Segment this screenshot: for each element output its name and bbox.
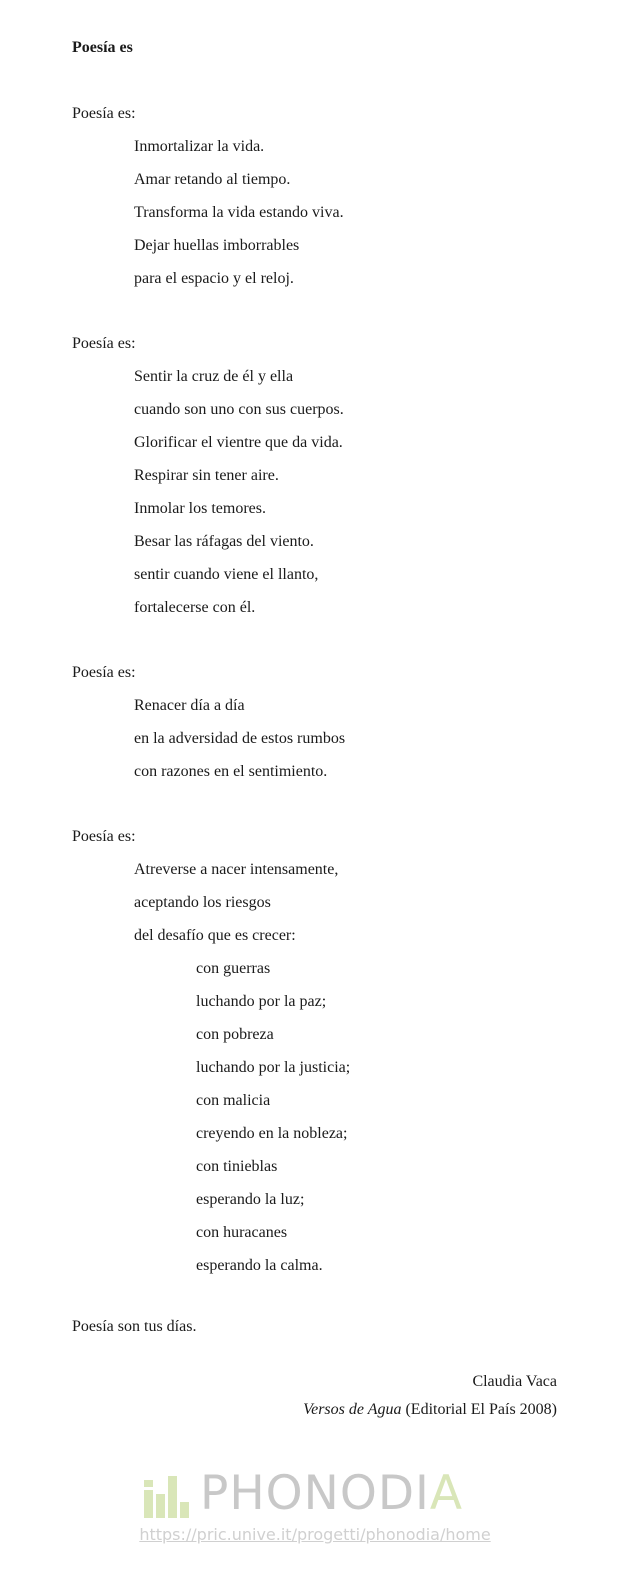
stanza-lead: Poesía es: [72,335,136,352]
footer-url-link[interactable]: https://pric.unive.it/progetti/phonodia/home [139,1525,491,1544]
source-publisher: (Editorial El País 2008) [405,1401,557,1418]
verse-subline: con pobreza [196,1026,274,1043]
verse-line: Amar retando al tiempo. [134,171,291,188]
verse-subline: esperando la luz; [196,1191,305,1208]
source-citation [303,1400,557,1420]
verse-line: para el espacio y el reloj. [134,270,294,287]
poem-title: Poesía es [72,39,133,56]
verse-line: del desafío que es crecer: [134,927,296,944]
verse-subline: esperando la calma. [196,1257,323,1274]
closing-line: Poesía son tus días. [72,1318,197,1335]
logo-wordmark-main: PHONODI [200,1466,430,1521]
verse-line: con razones en el sentimiento. [134,763,328,780]
poem-page [72,0,557,1596]
author-name: Claudia Vaca [472,1373,557,1390]
logo-wordmark-accent: A [429,1466,464,1521]
verse-subline: con guerras [196,960,271,977]
verse-line: Sentir la cruz de él y ella [134,368,294,385]
verse-line: Transforma la vida estando viva. [134,204,344,221]
logo-wordmark [200,1466,463,1522]
verse-line: Renacer día a día [134,697,245,714]
source-title: Versos de Agua [303,1401,402,1418]
verse-line: Respirar sin tener aire. [134,467,279,484]
verse-line: fortalecerse con él. [134,599,256,616]
verse-subline: luchando por la justicia; [196,1059,351,1076]
verse-subline: con malicia [196,1092,271,1109]
verse-subline: con huracanes [196,1224,288,1241]
verse-line: Besar las ráfagas del viento. [134,533,314,550]
verse-subline: con tinieblas [196,1158,278,1175]
phonodia-logo [144,1466,474,1522]
stanza-lead: Poesía es: [72,105,136,122]
verse-line: Atreverse a nacer intensamente, [134,861,339,878]
verse-subline: creyendo en la nobleza; [196,1125,348,1142]
verse-line: Inmortalizar la vida. [134,138,265,155]
verse-line: aceptando los riesgos [134,894,271,911]
verse-line: Glorificar el vientre que da vida. [134,434,343,451]
verse-line: Dejar huellas imborrables [134,237,300,254]
bar-chart-logo-icon [144,1476,190,1518]
verse-line: Inmolar los temores. [134,500,266,517]
stanza-lead: Poesía es: [72,828,136,845]
stanza-lead: Poesía es: [72,664,136,681]
verse-subline: luchando por la paz; [196,993,327,1010]
verse-line: en la adversidad de estos rumbos [134,730,346,747]
verse-line: cuando son uno con sus cuerpos. [134,401,344,418]
verse-line: sentir cuando viene el llanto, [134,566,319,583]
